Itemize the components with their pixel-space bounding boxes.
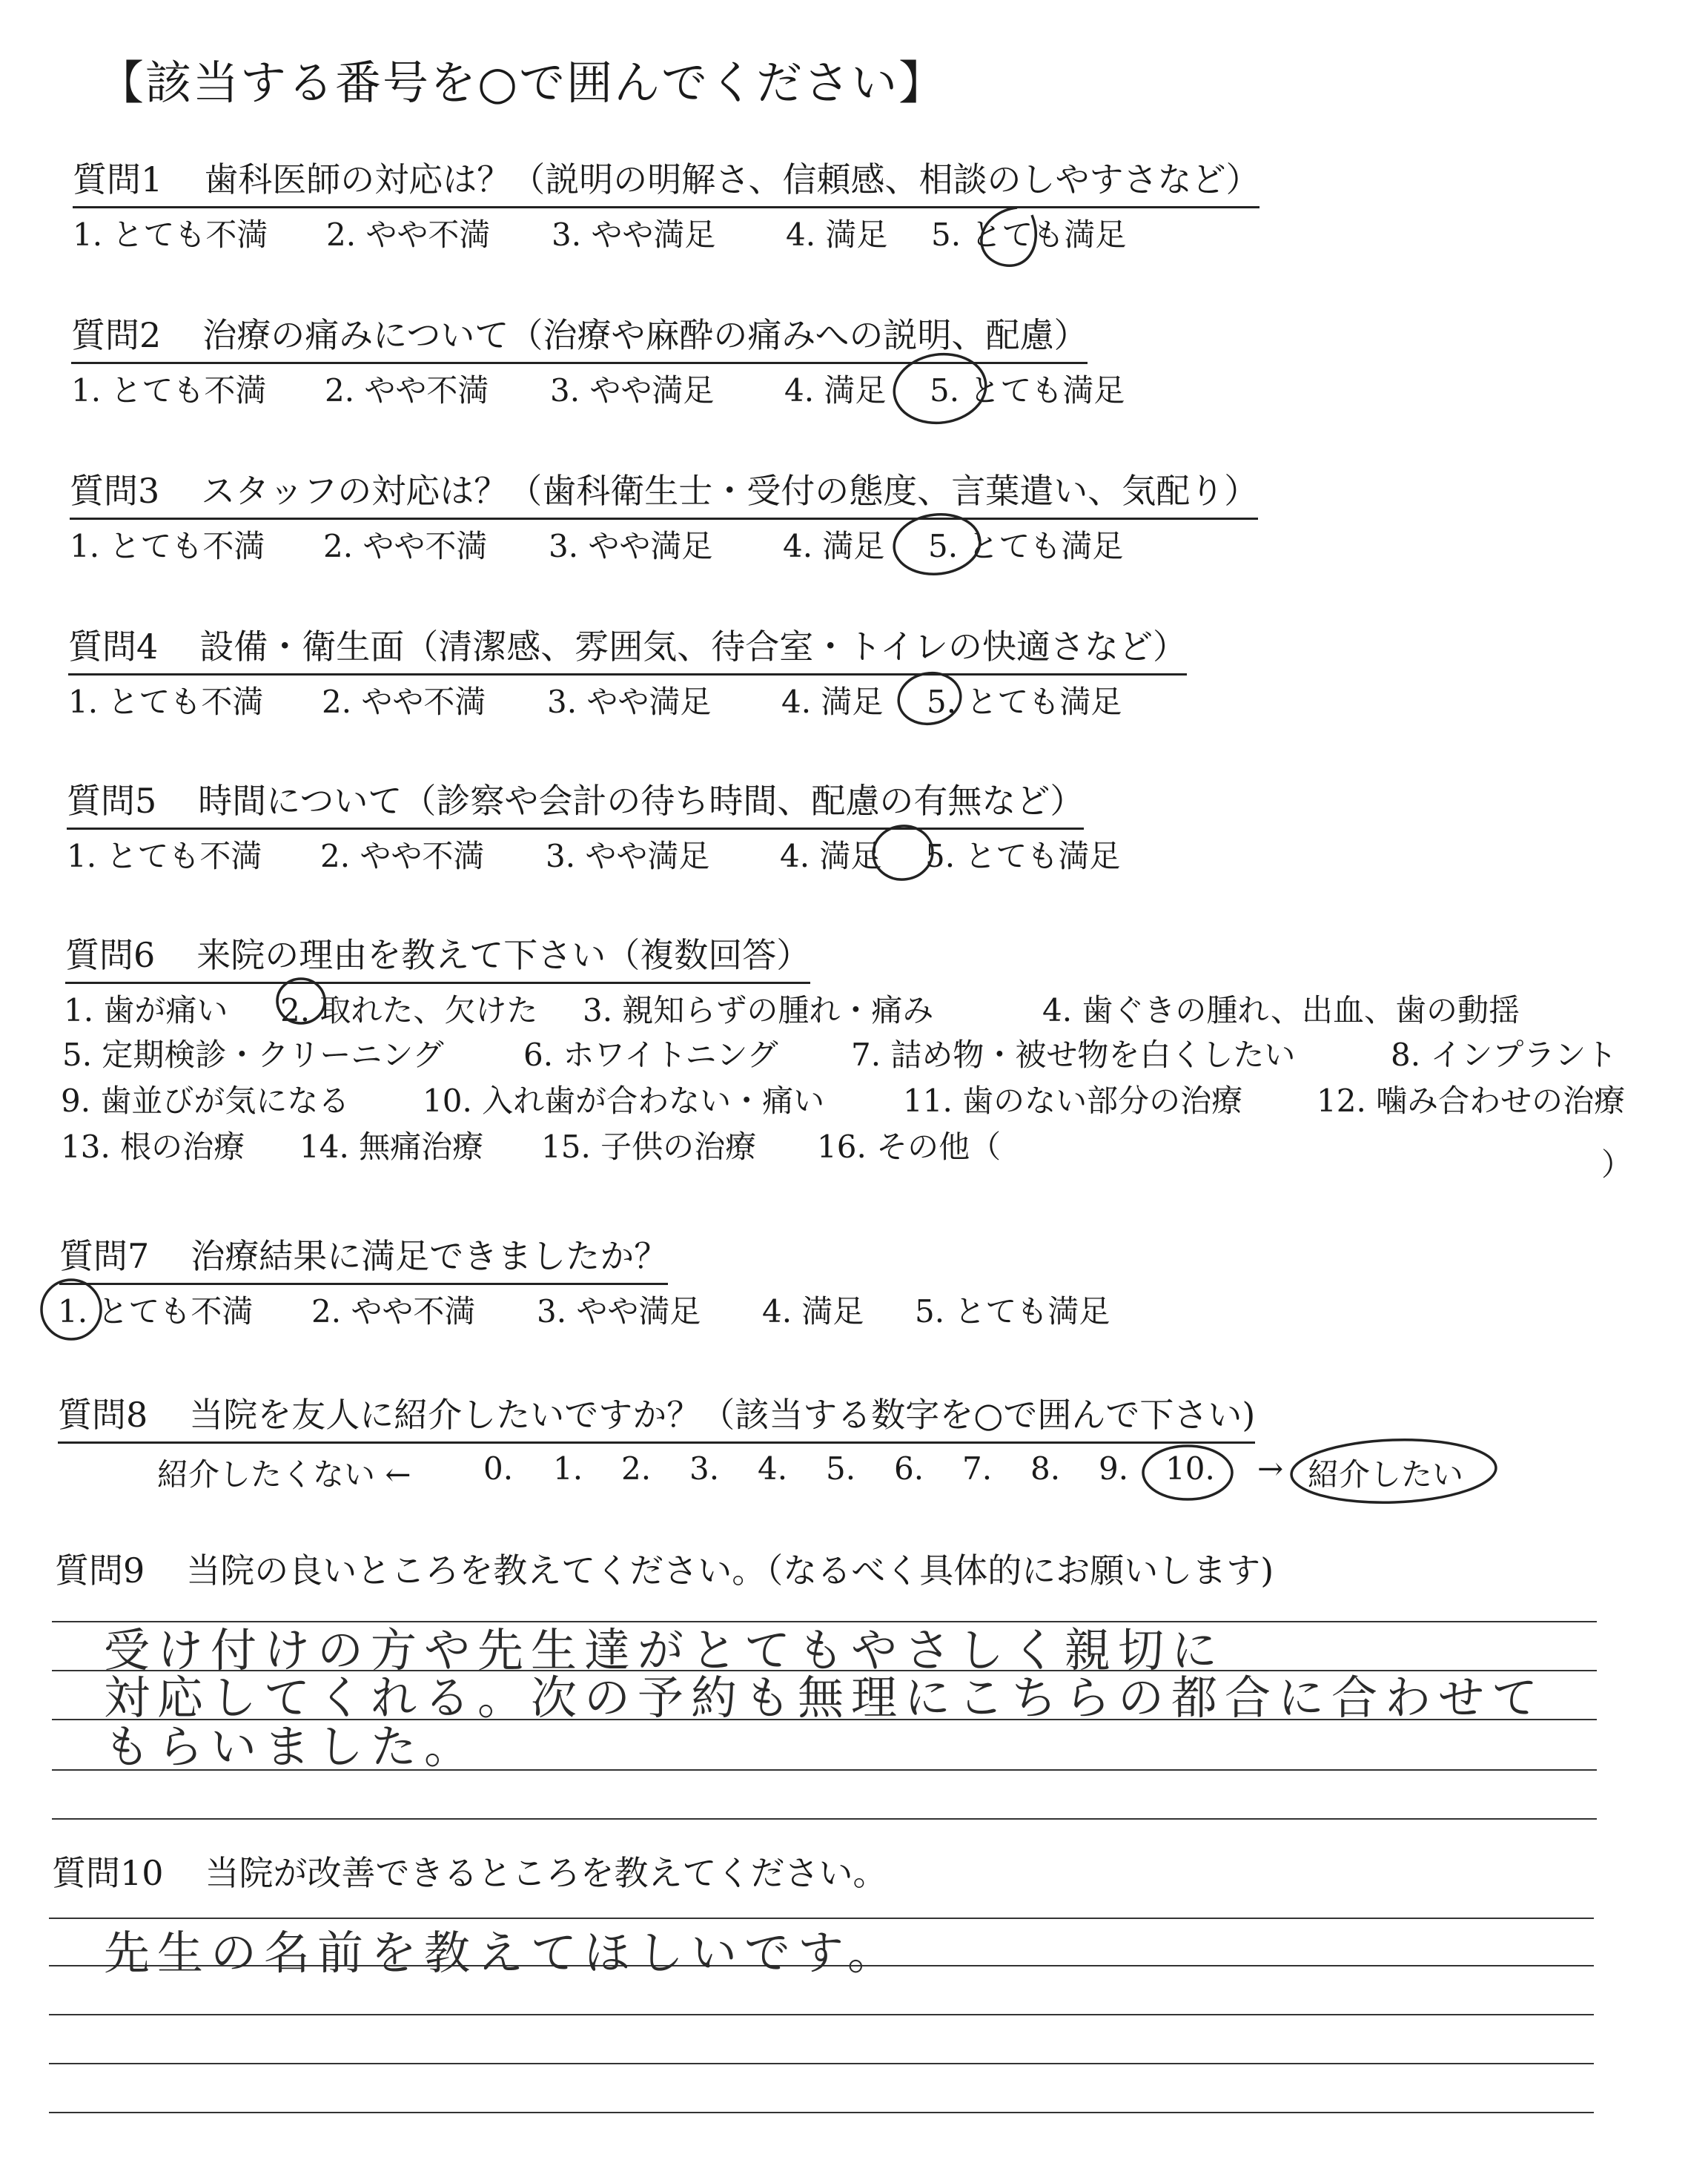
answer-10-line-4	[49, 2063, 1594, 2064]
q4-option-4[interactable]: 4. 満足	[781, 684, 884, 720]
q1-option-1[interactable]: 1. とても不満	[73, 217, 268, 253]
question-7-heading	[59, 1229, 668, 1285]
q4-option-2[interactable]: 2. やや不満	[322, 684, 486, 720]
q8-option-7[interactable]: 7.	[962, 1450, 993, 1487]
q8-right-label: 紹介したい	[1308, 1456, 1464, 1493]
question-10-number: 質問10	[52, 1853, 164, 1893]
answer-9-text-line-1[interactable]: 受け付けの方や先生達がとてもやさしく親切に	[104, 1623, 1225, 1677]
q1-option-2[interactable]: 2. やや不満	[326, 217, 491, 253]
question-1-text: 歯科医師の対応は？（説明の明解さ、信頼感、相談のしやすさなど）	[204, 159, 1260, 199]
q5-option-2[interactable]: 2. やや不満	[320, 838, 485, 874]
q6-reason-8[interactable]: 8. インプラント	[1391, 1037, 1618, 1073]
question-4-heading	[68, 620, 1187, 676]
question-8-heading	[58, 1388, 1255, 1444]
q2-option-1[interactable]: 1. とても不満	[71, 372, 267, 409]
q2-option-2[interactable]: 2. やや不満	[325, 372, 489, 409]
q6-reason-4[interactable]: 4. 歯ぐきの腫れ、出血、歯の動揺	[1042, 992, 1520, 1028]
question-5-heading	[67, 774, 1084, 830]
q6-reason-6[interactable]: 6. ホワイトニング	[523, 1037, 778, 1073]
q1-option-5[interactable]: 5. とても満足	[931, 217, 1127, 253]
q7-option-5[interactable]: 5. とても満足	[915, 1293, 1110, 1330]
q8-option-2[interactable]: 2.	[621, 1450, 652, 1487]
answer-10-line-3	[49, 2014, 1594, 2015]
q3-option-1[interactable]: 1. とても不満	[70, 528, 265, 564]
q8-option-10[interactable]: 10.	[1165, 1450, 1215, 1487]
question-7-text: 治療結果に満足できましたか？	[191, 1236, 669, 1276]
question-6-number: 質問6	[65, 935, 156, 975]
question-10-text: 当院が改善できるところを教えてください。	[205, 1853, 887, 1893]
question-9-text: 当院の良いところを教えてください。（なるべく具体的にお願いします)	[186, 1550, 1274, 1591]
q6-reason-14[interactable]: 14. 無痛治療	[299, 1129, 484, 1165]
q5-option-4[interactable]: 4. 満足	[780, 838, 882, 874]
answer-9-line-5	[52, 1818, 1597, 1820]
question-4-number: 質問4	[68, 627, 159, 667]
question-2-number: 質問2	[71, 315, 162, 355]
answer-9-text-line-3[interactable]: もらいました。	[104, 1720, 478, 1774]
q6-reason-1[interactable]: 1. 歯が痛い	[64, 992, 228, 1028]
question-4-text: 設備・衛生面（清潔感、雰囲気、待合室・トイレの快適さなど）	[199, 627, 1187, 667]
q7-option-3[interactable]: 3. やや満足	[537, 1293, 701, 1330]
question-9-heading	[55, 1544, 1274, 1593]
question-2-heading	[71, 308, 1088, 364]
q8-option-3[interactable]: 3.	[689, 1450, 720, 1487]
question-6-text: 来院の理由を教えて下さい（複数回答）	[196, 935, 811, 975]
q8-left-label: 紹介したくない ←	[157, 1456, 411, 1493]
q3-option-4[interactable]: 4. 満足	[783, 528, 885, 564]
answer-10-line-5	[49, 2112, 1594, 2113]
q5-option-1[interactable]: 1. とても不満	[67, 838, 262, 874]
question-1-number: 質問1	[73, 159, 163, 199]
q4-option-1[interactable]: 1. とても不満	[68, 684, 264, 720]
q4-option-3[interactable]: 3. やや満足	[547, 684, 712, 720]
q2-option-5[interactable]: 5. とても満足	[930, 372, 1125, 409]
q5-option-3[interactable]: 3. やや満足	[546, 838, 710, 874]
question-2-text: 治療の痛みについて（治療や麻酔の痛みへの説明、配慮）	[202, 315, 1088, 355]
answer-10-text-line-1[interactable]: 先生の名前を教えてほしいです。	[104, 1926, 901, 1980]
q8-option-1[interactable]: 1.	[553, 1450, 583, 1487]
question-3-text: スタッフの対応は？（歯科衛生士・受付の態度、言葉遣い、気配り）	[201, 471, 1259, 511]
q6-reason-11[interactable]: 11. 歯のない部分の治療	[903, 1083, 1243, 1119]
question-5-text: 時間について（診察や会計の待ち時間、配慮の有無など）	[198, 781, 1085, 821]
q2-option-4[interactable]: 4. 満足	[784, 372, 887, 409]
question-5-number: 質問5	[67, 781, 157, 821]
q6-reason-3[interactable]: 3. 親知らずの腫れ・痛み	[583, 992, 934, 1028]
q3-option-5[interactable]: 5. とても満足	[928, 528, 1124, 564]
question-8-number: 質問8	[58, 1395, 148, 1435]
q7-option-1[interactable]: 1. とても不満	[58, 1293, 254, 1330]
q6-reason-5[interactable]: 5. 定期検診・クリーニング	[62, 1037, 444, 1073]
q6-reason-16-close: ）	[1601, 1146, 1633, 1183]
q6-reason-13[interactable]: 13. 根の治療	[61, 1129, 245, 1165]
question-3-heading	[70, 464, 1258, 520]
q6-reason-15[interactable]: 15. 子供の治療	[541, 1129, 757, 1165]
q7-option-4[interactable]: 4. 満足	[762, 1293, 864, 1330]
q8-option-9[interactable]: 9.	[1099, 1450, 1129, 1487]
q3-option-2[interactable]: 2. やや不満	[323, 528, 488, 564]
answer-9-text-line-2[interactable]: 対応してくれる。次の予約も無理にこちらの都合に合わせて	[104, 1671, 1546, 1725]
q6-reason-12[interactable]: 12. 噛み合わせの治療	[1317, 1083, 1626, 1119]
q4-option-5[interactable]: 5. とても満足	[927, 684, 1122, 720]
page-title: 【該当する番号を○で囲んでください】	[98, 56, 947, 110]
question-10-heading	[52, 1846, 887, 1895]
question-9-number: 質問9	[55, 1550, 145, 1591]
q5-option-5[interactable]: 5. とても満足	[925, 838, 1121, 874]
q1-option-3[interactable]: 3. やや満足	[552, 217, 716, 253]
q2-option-3[interactable]: 3. やや満足	[550, 372, 715, 409]
q3-option-3[interactable]: 3. やや満足	[549, 528, 713, 564]
q8-arrow: →	[1257, 1450, 1284, 1487]
question-7-number: 質問7	[59, 1236, 150, 1276]
question-3-number: 質問3	[70, 471, 160, 511]
question-8-text: 当院を友人に紹介したいですか？（該当する数字を○で囲んで下さい)	[189, 1395, 1256, 1435]
q6-reason-9[interactable]: 9. 歯並びが気になる	[61, 1083, 350, 1119]
q8-option-0[interactable]: 0.	[483, 1450, 514, 1487]
q8-option-6[interactable]: 6.	[894, 1450, 924, 1487]
q1-option-4[interactable]: 4. 満足	[786, 217, 888, 253]
q8-option-5[interactable]: 5.	[826, 1450, 856, 1487]
q7-option-2[interactable]: 2. やや不満	[311, 1293, 476, 1330]
q8-option-4[interactable]: 4.	[758, 1450, 788, 1487]
question-6-heading	[65, 928, 810, 984]
q6-reason-10[interactable]: 10. 入れ歯が合わない・痛い	[423, 1083, 825, 1119]
question-1-heading	[73, 153, 1260, 208]
q6-reason-16[interactable]: 16. その他（	[817, 1129, 1002, 1165]
q6-reason-2[interactable]: 2. 取れた、欠けた	[280, 992, 538, 1028]
q6-reason-7[interactable]: 7. 詰め物・被せ物を白くしたい	[851, 1037, 1296, 1073]
q8-option-8[interactable]: 8.	[1030, 1450, 1061, 1487]
